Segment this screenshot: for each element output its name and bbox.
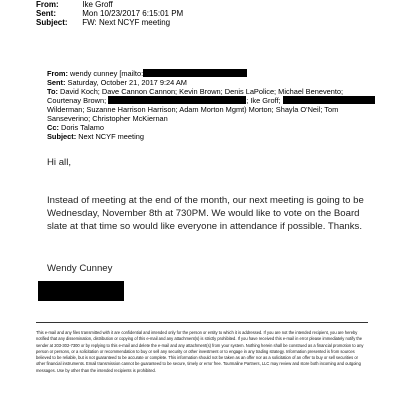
outer-sent-row — [36, 9, 183, 18]
outer-from-row — [36, 0, 113, 9]
fw-from-row — [47, 69, 379, 78]
fw-subject-label: Subject: — [47, 132, 77, 141]
fw-sent-value: Saturday, October 21, 2017 9:24 AM — [67, 78, 187, 87]
disclaimer-text: This e-mail and any files transmitted with it are confidential and intended only for the person or entity to which it is addressed. If you are not the intended recipient, you are hereby notified that any dissemination, distribution or copying of this e-mail and any attachment(s) is strictly prohibited. If you have received this e-mail in error please immediately notify the sender at 203-302-7300 or by replying to this e-mail and delete the e-mail and any attachment(s) from your system. Nothing herein shall be construed as a financial promotion to any person or persons, or a solicitation or recommendation to buy or sell any security or other investment or to engage in any trading strategy. Information presented is from sources believed to be reliable, but is not guaranteed to be accurate or complete. This information should not be taken as an offer nor as a solicitation of an offer to buy or sell securities or other financial instruments. Email transmission cannot be guaranteed to be secure, timely or error free. Tourmaline Partners, LLC may review and store both incoming and outgoing messages. Use by other than the intended recipients is prohibited. — [36, 330, 364, 373]
greeting: Hi all, — [47, 157, 71, 168]
message-paragraph: Instead of meeting at the end of the month, our next meeting is going to be Wednesday, November 8th at 730PM. We would like to vote on the Board slate at that time so would like everyone in attendance if possible. Thanks. — [47, 195, 364, 232]
fw-to-row — [47, 87, 379, 123]
outer-from-label: From: — [36, 0, 59, 9]
outer-from-value: Ike Groff — [82, 0, 113, 9]
fw-sent-label: Sent: — [47, 78, 66, 87]
outer-sent-value: Mon 10/23/2017 6:15:01 PM — [82, 9, 184, 18]
outer-subject-value: FW: Next NCYF meeting — [82, 18, 171, 27]
signature-redaction-box — [38, 281, 124, 301]
fw-from-label: From: — [47, 69, 68, 78]
fw-from-value: wendy cunney [mailto: — [70, 69, 144, 78]
fw-to-part2: ; Ike Groff; — [246, 96, 281, 105]
fw-subject-value: Next NCYF meeting — [78, 132, 144, 141]
redaction-box — [143, 69, 247, 77]
fw-cc-label: Cc: — [47, 123, 59, 132]
redaction-box — [283, 96, 375, 104]
fw-sent-row — [47, 78, 379, 87]
fw-to-part3: Wilderman; Suzanne Harrison Harrison; Adam Morton Mgmt) Morton; Shayla O'Neil; Tom Sanseverino; Christopher McKiernan — [47, 105, 339, 123]
outer-subject-row — [36, 18, 170, 27]
outer-sent-label: Sent: — [36, 9, 56, 18]
fw-subject-row — [47, 132, 379, 141]
fw-to-label: To: — [47, 87, 58, 96]
outer-subject-label: Subject: — [36, 18, 68, 27]
fw-cc-row — [47, 123, 379, 132]
redaction-box — [108, 96, 246, 104]
fw-cc-value: Doris Talamo — [60, 123, 104, 132]
fw-to-part1: David Koch; Dave Cannon Cannon; Kevin Brown; Denis LaPolice; Michael Benevento; Courtenay Brown; — [47, 87, 344, 105]
divider — [36, 322, 368, 323]
signature-name: Wendy Cunney — [47, 263, 113, 274]
forwarded-header — [47, 69, 379, 141]
